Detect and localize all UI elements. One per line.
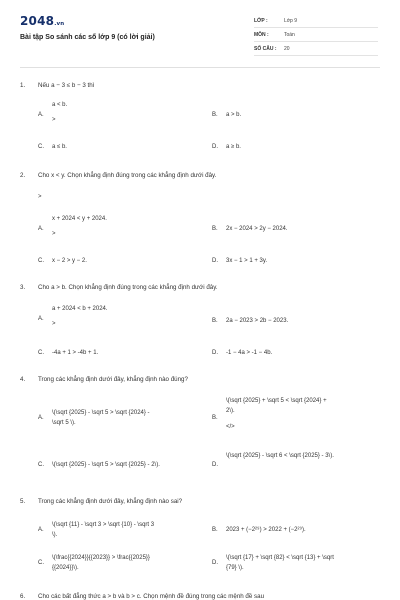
option-label: B. bbox=[212, 226, 218, 232]
site-logo[interactable] bbox=[20, 14, 64, 28]
option-text bbox=[226, 553, 334, 573]
option-label: D. bbox=[212, 462, 218, 468]
option-text bbox=[226, 396, 327, 432]
option-line: \(\sqrt {11} - \sqrt 3 > \sqrt {10} - \sqrt 3 bbox=[52, 522, 155, 528]
option-line: \(\sqrt {17} + \sqrt {82} < \sqrt {13} + \sqrt bbox=[226, 555, 334, 561]
option-text: a > b. bbox=[226, 112, 242, 118]
question-stem: Nếu a − 3 ≤ b − 3 thì bbox=[38, 82, 95, 89]
question-number: 2. bbox=[20, 172, 26, 179]
meta-key: LỚP : bbox=[254, 18, 268, 24]
question-number: 6. bbox=[20, 593, 26, 600]
option-line: > bbox=[52, 117, 56, 123]
option-label: D. bbox=[212, 350, 218, 356]
question-text bbox=[20, 284, 218, 291]
option-line: \). bbox=[52, 532, 58, 538]
option-text: a ≥ b. bbox=[226, 144, 241, 150]
option-label: D. bbox=[212, 144, 218, 150]
option-label: A. bbox=[38, 226, 44, 232]
question-text bbox=[20, 82, 94, 89]
option-label: A. bbox=[38, 415, 44, 421]
meta-row-subject bbox=[254, 29, 378, 42]
option-text bbox=[52, 553, 150, 573]
option-text: x − 2 > y − 2. bbox=[52, 258, 87, 264]
question-1 bbox=[20, 82, 380, 162]
question-stem: Cho x < y. Chọn khẳng định đúng trong các khẳng định dưới đây. bbox=[38, 172, 217, 179]
option-line: \(\sqrt {2025} + \sqrt 5 < \sqrt {2024} + bbox=[226, 398, 327, 404]
option-line: \(\frac{{2024}}{{2023}} > \frac{{2025}} bbox=[52, 555, 150, 561]
question-2 bbox=[20, 172, 380, 272]
question-text bbox=[20, 172, 216, 179]
logo-suffix: .vn bbox=[54, 21, 65, 27]
question-text bbox=[20, 376, 188, 383]
option-label: B. bbox=[212, 415, 218, 421]
question-text bbox=[20, 498, 182, 505]
option-line: > bbox=[52, 231, 56, 237]
option-text bbox=[52, 408, 150, 428]
option-line: 2\). bbox=[226, 408, 235, 414]
option-label: A. bbox=[38, 316, 44, 322]
option-label: C. bbox=[38, 462, 44, 468]
option-line: </> bbox=[226, 424, 235, 430]
page-title: Bài tập So sánh các số lớp 9 (có lời giải) bbox=[20, 34, 155, 41]
meta-key: MÔN : bbox=[254, 32, 269, 38]
option-text: \(\sqrt {2025} - \sqrt 5 > \sqrt {2025} - 2\). bbox=[52, 462, 160, 468]
option-text: a ≤ b. bbox=[52, 144, 67, 150]
option-line: > bbox=[52, 321, 56, 327]
option-text bbox=[52, 304, 108, 329]
option-label: D. bbox=[212, 560, 218, 566]
question-pre-marker bbox=[38, 192, 42, 202]
option-line: \(\sqrt {2025} - \sqrt 5 > \sqrt {2024} - bbox=[52, 410, 150, 416]
option-line: a + 2024 < b + 2024. bbox=[52, 306, 108, 312]
question-text bbox=[20, 593, 264, 600]
option-text bbox=[52, 214, 107, 239]
option-label: D. bbox=[212, 258, 218, 264]
question-stem: Trong các khẳng định dưới đây, khẳng định nào sai? bbox=[38, 498, 183, 505]
question-number: 3. bbox=[20, 284, 26, 291]
option-line: x + 2024 < y + 2024. bbox=[52, 216, 107, 222]
document-header bbox=[0, 0, 400, 62]
option-label: B. bbox=[212, 112, 218, 118]
meta-row-class bbox=[254, 15, 378, 28]
option-text bbox=[52, 520, 154, 540]
option-line: a < b. bbox=[52, 102, 68, 108]
question-stem: Cho a > b. Chọn khẳng định đúng trong các khẳng định dưới đây. bbox=[38, 284, 218, 291]
option-text bbox=[52, 100, 67, 125]
option-label: B. bbox=[212, 318, 218, 324]
option-text: 2x − 2024 > 2y − 2024. bbox=[226, 226, 288, 232]
question-6 bbox=[20, 593, 380, 600]
option-text: -1 − 4a > -1 − 4b. bbox=[226, 350, 273, 356]
meta-value: Lớp 9 bbox=[284, 18, 298, 24]
option-label: C. bbox=[38, 258, 44, 264]
option-label: C. bbox=[38, 350, 44, 356]
header-divider bbox=[20, 67, 380, 68]
option-text: 2023 + (−2²⁹) > 2022 + (−2²⁹). bbox=[226, 527, 306, 533]
option-label: A. bbox=[38, 527, 44, 533]
option-text: -4a + 1 > -4b + 1. bbox=[52, 350, 99, 356]
option-label: A. bbox=[38, 112, 44, 118]
option-text: 3x − 1 > 1 + 3y. bbox=[226, 258, 268, 264]
stray-marker: > bbox=[38, 194, 42, 200]
option-text: \(\sqrt {2025} - \sqrt 6 < \sqrt {2025} - 3\). bbox=[226, 453, 334, 459]
question-number: 4. bbox=[20, 376, 26, 383]
logo-text: 2048 bbox=[20, 14, 55, 28]
meta-key: SỐ CÂU : bbox=[254, 46, 277, 52]
question-number: 1. bbox=[20, 82, 26, 89]
question-stem: Cho các bất đẳng thức a > b và b > c. Chọn mệnh đề đúng trong các mệnh đề sau bbox=[38, 593, 265, 600]
question-5 bbox=[20, 498, 380, 584]
option-label: B. bbox=[212, 527, 218, 533]
meta-row-count bbox=[254, 43, 378, 56]
option-text: 2a − 2023 > 2b − 2023. bbox=[226, 318, 289, 324]
question-stem: Trong các khẳng định dưới đây, khẳng định nào đúng? bbox=[38, 376, 188, 383]
option-line: {79} \). bbox=[226, 565, 244, 571]
option-label: C. bbox=[38, 144, 44, 150]
question-number: 5. bbox=[20, 498, 26, 505]
option-line: {{2024}}\). bbox=[52, 565, 79, 571]
question-4 bbox=[20, 376, 380, 476]
meta-value: Toán bbox=[284, 32, 295, 38]
option-line: \sqrt 5 \). bbox=[52, 420, 76, 426]
option-label: C. bbox=[38, 560, 44, 566]
meta-value: 20 bbox=[284, 46, 290, 52]
question-3 bbox=[20, 284, 380, 364]
